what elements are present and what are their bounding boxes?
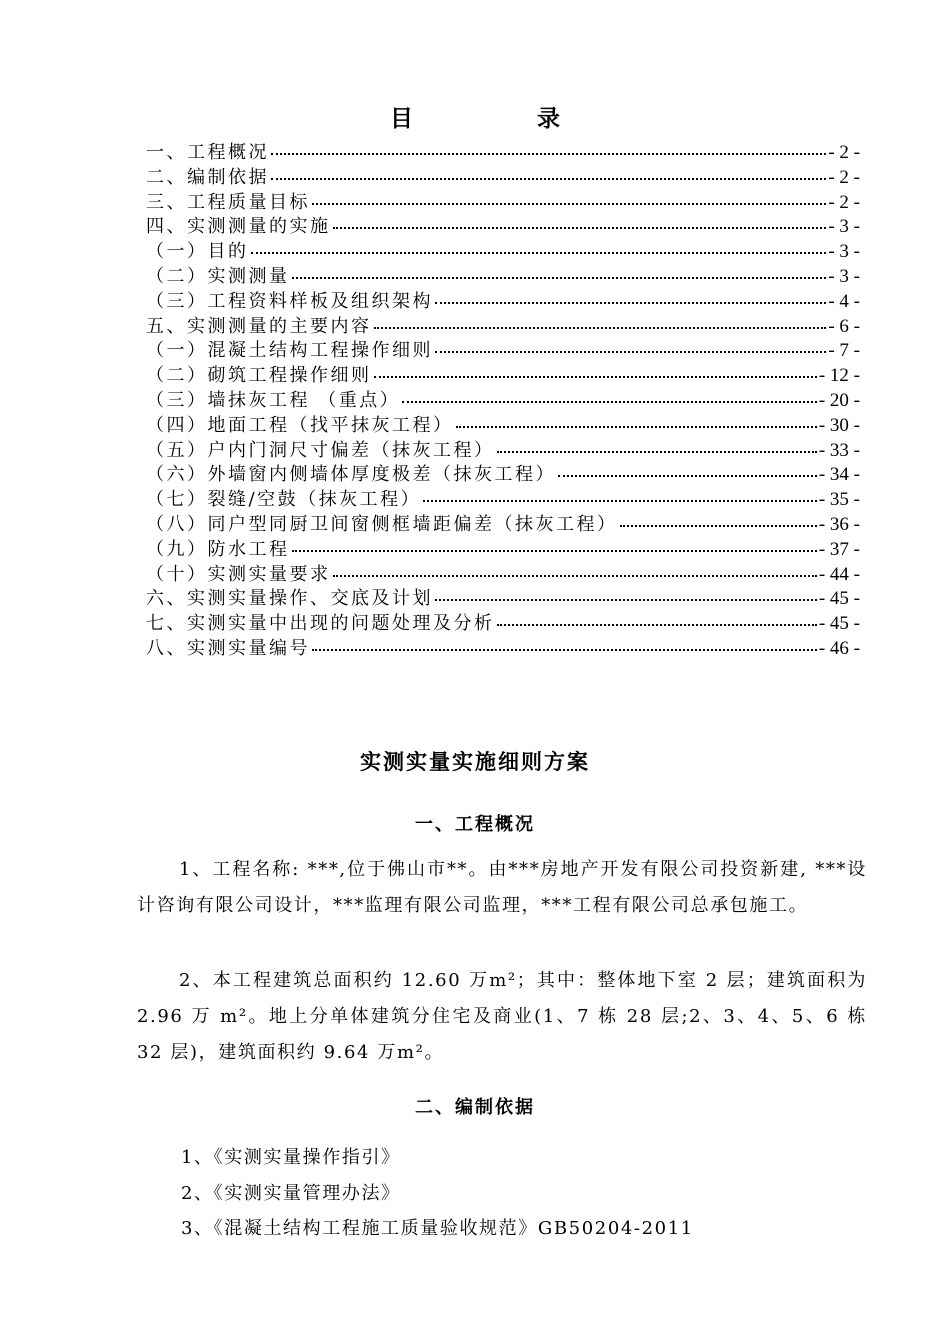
toc-entry-label: （五）户内门洞尺寸偏差（抹灰工程）	[146, 439, 495, 461]
toc-leader-dots	[497, 624, 817, 626]
toc-entry-label: （三）墙抹灰工程 （重点）	[146, 389, 401, 411]
toc-leader-dots	[374, 327, 827, 329]
toc-entry-page: - 36 -	[818, 513, 860, 535]
toc-entry-page: - 37 -	[818, 538, 860, 560]
toc-entry-label: 七、实测实量中出现的问题处理及分析	[146, 613, 495, 635]
toc-entry-page: - 4 -	[828, 290, 860, 312]
toc-entry-label: 四、实测测量的实施	[146, 216, 331, 238]
toc-leader-dots	[333, 227, 827, 229]
toc-entry-page: - 35 -	[818, 489, 860, 511]
toc-leader-dots	[456, 426, 817, 428]
reference-item: 3、《混凝土结构工程施工质量验收规范》GB50204-2011	[181, 1218, 694, 1239]
toc-leader-dots	[271, 153, 826, 155]
toc-entry-label: 八、实测实量编号	[146, 637, 310, 659]
toc-entry-label: （六）外墙窗内侧墙体厚度极差（抹灰工程）	[146, 464, 556, 486]
toc-leader-dots	[374, 376, 817, 378]
toc-entry-label: （四）地面工程（找平抹灰工程）	[146, 414, 454, 436]
toc-entry[interactable]	[146, 240, 860, 265]
reference-item: 1、《实测实量操作指引》	[181, 1147, 401, 1168]
toc-entry-page: - 44 -	[818, 563, 860, 585]
toc-title: 目 录	[389, 105, 618, 132]
toc-entry-page: - 12 -	[818, 365, 860, 387]
toc-entry-page: - 30 -	[818, 414, 860, 436]
toc-entry-page: - 45 -	[818, 613, 860, 635]
toc-entry-label: （二）实测测量	[146, 265, 290, 287]
toc-entry-page: - 2 -	[828, 191, 860, 213]
toc-leader-dots	[292, 277, 827, 279]
toc-entry-page: - 20 -	[818, 389, 860, 411]
toc-entry-label: （九）防水工程	[146, 538, 290, 560]
toc-entry-label: （八）同户型同厨卫间窗侧框墙距偏差（抹灰工程）	[146, 513, 618, 535]
toc-entry-label: （七）裂缝/空鼓（抹灰工程）	[146, 489, 422, 511]
toc-entry-page: - 34 -	[818, 464, 860, 486]
toc-entry[interactable]	[146, 166, 860, 191]
toc-entry-page: - 45 -	[818, 588, 860, 610]
toc-entry-label: （一）目的	[146, 241, 249, 263]
toc-entry-label: （三）工程资料样板及组织架构	[146, 290, 433, 312]
toc-entry-page: - 3 -	[828, 216, 860, 238]
toc-entry-page: - 3 -	[828, 265, 860, 287]
toc-entry-label: 六、实测实量操作、交底及计划	[146, 588, 433, 610]
toc-entry-label: （十）实测实量要求	[146, 563, 331, 585]
toc-leader-dots	[333, 575, 817, 577]
toc-entry[interactable]	[146, 637, 860, 662]
toc-entry[interactable]	[146, 290, 860, 315]
toc-entry-label: 五、实测测量的主要内容	[146, 315, 372, 337]
toc-leader-dots	[435, 351, 826, 353]
overview-paragraph-2: 2、本工程建筑总面积约 12.60 万m²；其中：整体地下室 2 层；建筑面积为 2.96 万 m²。地上分单体建筑分住宅及商业(1、7 栋 28 层;2、3、4、5、6 栋 32 层)，建筑面积约 9.64 万m²。	[137, 970, 867, 1063]
toc-leader-dots	[558, 475, 817, 477]
table-of-contents	[146, 141, 860, 662]
toc-entry[interactable]	[146, 389, 860, 414]
section-heading-overview: 一、工程概况	[415, 814, 535, 835]
toc-entry[interactable]	[146, 587, 860, 612]
toc-entry[interactable]	[146, 414, 860, 439]
toc-entry-page: - 2 -	[828, 166, 860, 188]
toc-entry-label: 二、编制依据	[146, 166, 269, 188]
toc-entry[interactable]	[146, 513, 860, 538]
toc-entry-page: - 7 -	[828, 340, 860, 362]
toc-entry[interactable]	[146, 215, 860, 240]
toc-entry-page: - 6 -	[828, 315, 860, 337]
toc-entry-label: 一、工程概况	[146, 142, 269, 163]
toc-leader-dots	[423, 500, 817, 502]
toc-entry-page: - 2 -	[828, 142, 860, 163]
toc-entry[interactable]	[146, 538, 860, 563]
toc-entry[interactable]	[146, 364, 860, 389]
toc-entry-label: （二）砌筑工程操作细则	[146, 365, 372, 387]
toc-entry[interactable]	[146, 439, 860, 464]
toc-leader-dots	[271, 178, 826, 180]
toc-entry[interactable]	[146, 315, 860, 340]
toc-entry[interactable]	[146, 141, 860, 166]
section-heading-basis: 二、编制依据	[415, 1097, 535, 1118]
overview-paragraph-1: 1、工程名称: ***,位于佛山市**。由***房地产开发有限公司投资新建, ***设计咨询有限公司设计，***监理有限公司监理，***工程有限公司总承包施工。	[137, 859, 867, 916]
toc-entry-page: - 3 -	[828, 241, 860, 263]
toc-entry[interactable]	[146, 463, 860, 488]
document-title: 实测实量实施细则方案	[360, 749, 590, 774]
toc-leader-dots	[620, 525, 817, 527]
toc-entry[interactable]	[146, 265, 860, 290]
toc-entry-page: - 46 -	[818, 637, 860, 659]
toc-entry[interactable]	[146, 488, 860, 513]
toc-entry[interactable]	[146, 339, 860, 364]
toc-entry-label: （一）混凝土结构工程操作细则	[146, 340, 433, 362]
toc-leader-dots	[251, 252, 827, 254]
reference-item: 2、《实测实量管理办法》	[181, 1183, 401, 1204]
toc-entry-page: - 33 -	[818, 439, 860, 461]
toc-leader-dots	[497, 451, 817, 453]
toc-leader-dots	[292, 550, 817, 552]
toc-entry[interactable]	[146, 612, 860, 637]
toc-entry[interactable]	[146, 191, 860, 216]
toc-leader-dots	[402, 401, 817, 403]
toc-entry-label: 三、工程质量目标	[146, 191, 310, 213]
toc-leader-dots	[312, 203, 826, 205]
toc-entry[interactable]	[146, 563, 860, 588]
toc-leader-dots	[435, 302, 826, 304]
toc-leader-dots	[435, 599, 817, 601]
toc-leader-dots	[312, 649, 817, 651]
